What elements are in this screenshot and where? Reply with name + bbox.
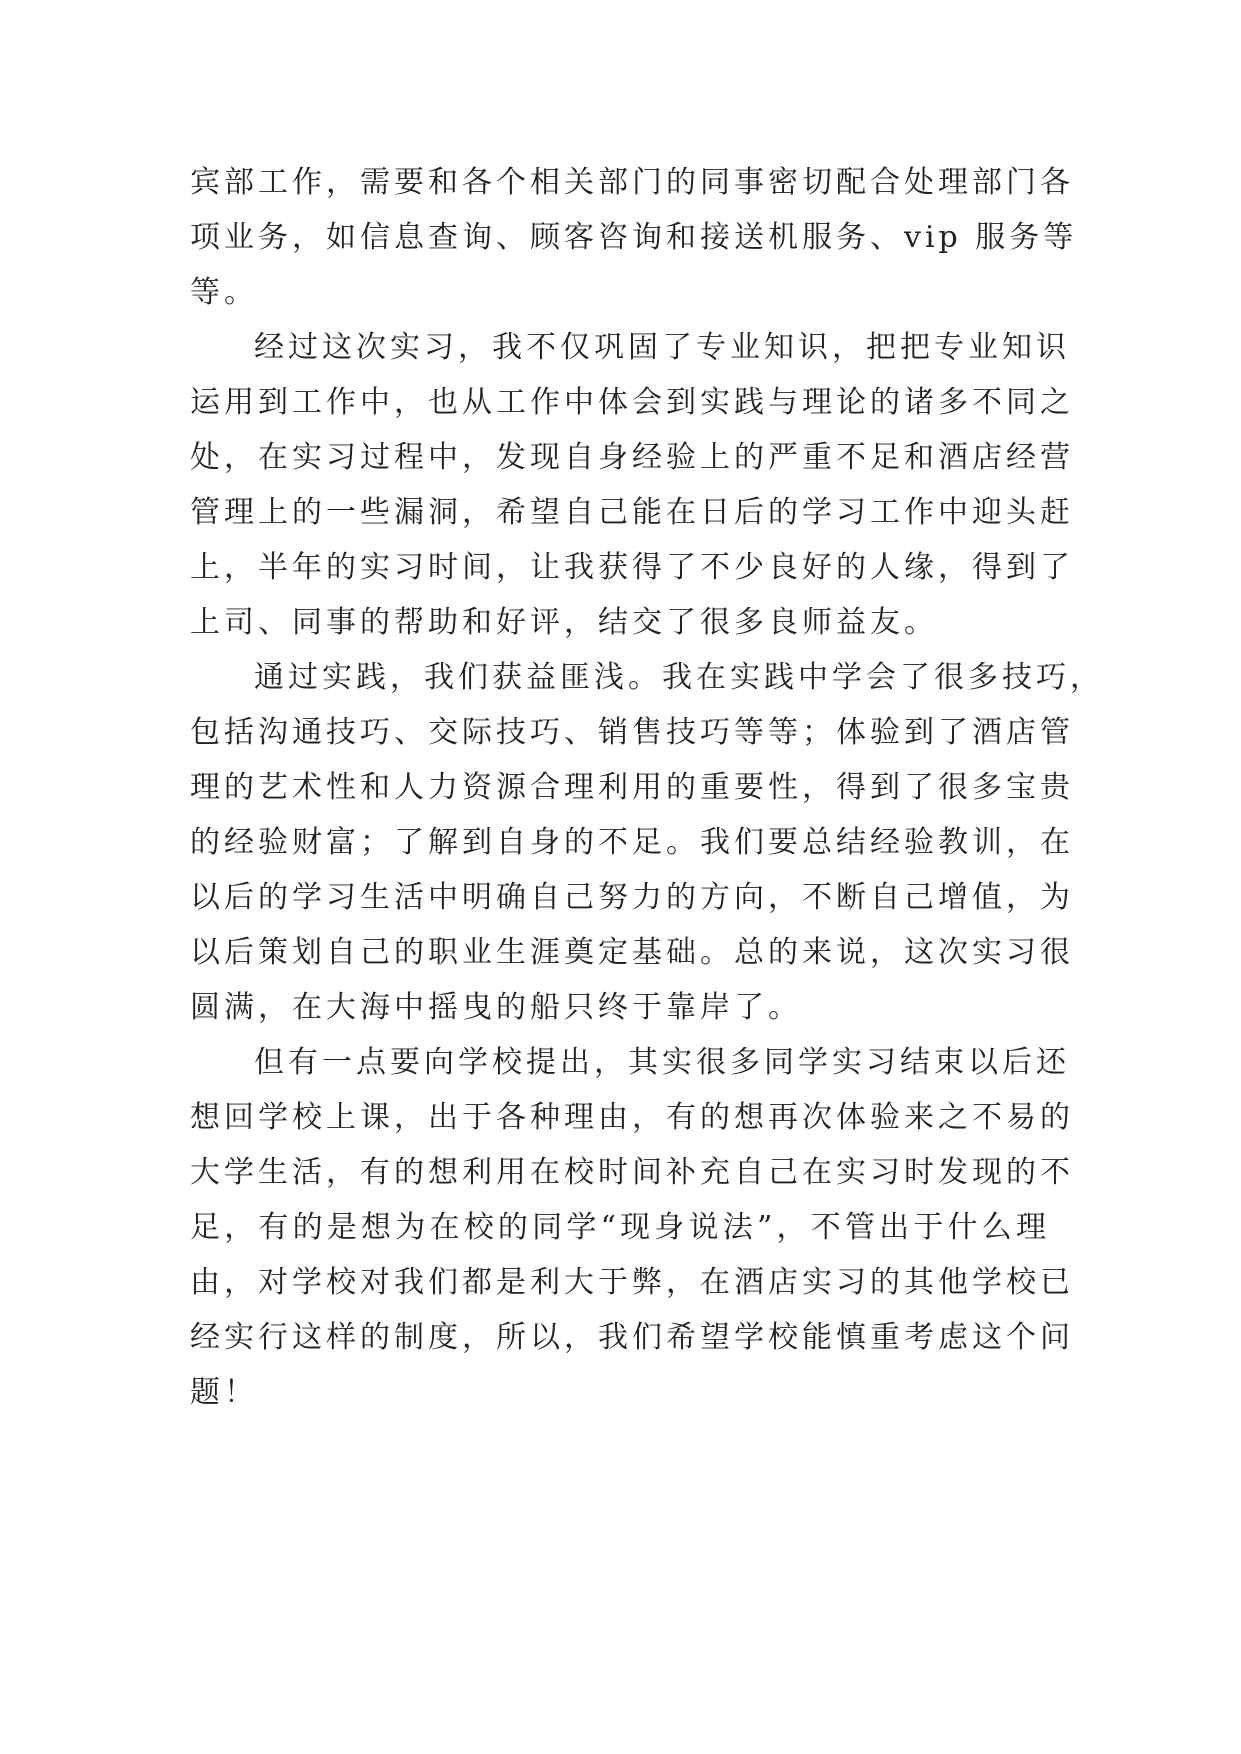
text-line: 通过实践，我们获益匪浅。我在实践中学会了很多技巧，	[254, 660, 1104, 695]
text-line: 圆满，在大海中摇曳的船只终于靠岸了。	[190, 990, 802, 1025]
text-line: 运用到工作中，也从工作中体会到实践与理论的诸多不同之	[190, 385, 1074, 420]
paragraph-2	[190, 320, 1074, 650]
text-line: 理的艺术性和人力资源合理利用的重要性，得到了很多宝贵	[190, 770, 1074, 805]
text-line: 足，有的是想为在校的同学“现身说法”，不管出于什么理	[190, 1210, 1050, 1245]
text-line: 由，对学校对我们都是利大于弊，在酒店实习的其他学校已	[190, 1265, 1074, 1300]
text-line: 经实行这样的制度，所以，我们希望学校能慎重考虑这个问	[190, 1320, 1074, 1355]
text-line: 等。	[190, 275, 258, 310]
text-line: 以后的学习生活中明确自己努力的方向，不断自己增值，为	[190, 880, 1074, 915]
paragraph-1	[190, 155, 1078, 320]
text-line: 处，在实习过程中，发现自身经验上的严重不足和酒店经营	[190, 440, 1074, 475]
paragraph-3	[190, 650, 1104, 1035]
text-line: 题！	[190, 1375, 258, 1410]
text-line: 宾部工作，需要和各个相关部门的同事密切配合处理部门各	[190, 165, 1074, 200]
text-line: 想回学校上课，出于各种理由，有的想再次体验来之不易的	[190, 1100, 1074, 1135]
text-line: 上，半年的实习时间，让我获得了不少良好的人缘，得到了	[190, 550, 1074, 585]
text-line: 以后策划自己的职业生涯奠定基础。总的来说，这次实习很	[190, 935, 1074, 970]
text-line: 上司、同事的帮助和好评，结交了很多良师益友。	[190, 605, 938, 640]
text-line: 的经验财富；了解到自身的不足。我们要总结经验教训，在	[190, 825, 1074, 860]
text-line: 大学生活，有的想利用在校时间补充自己在实习时发现的不	[190, 1155, 1074, 1190]
document-body	[190, 155, 1104, 1420]
text-line: 管理上的一些漏洞，希望自己能在日后的学习工作中迎头赶	[190, 495, 1074, 530]
text-line: 项业务，如信息查询、顾客咨询和接送机服务、vip 服务等	[190, 220, 1078, 255]
text-line: 包括沟通技巧、交际技巧、销售技巧等等；体验到了酒店管	[190, 715, 1074, 750]
paragraph-4	[190, 1035, 1074, 1420]
text-line: 经过这次实习，我不仅巩固了专业知识，把把专业知识	[254, 330, 1070, 365]
text-line: 但有一点要向学校提出，其实很多同学实习结束以后还	[254, 1045, 1070, 1080]
